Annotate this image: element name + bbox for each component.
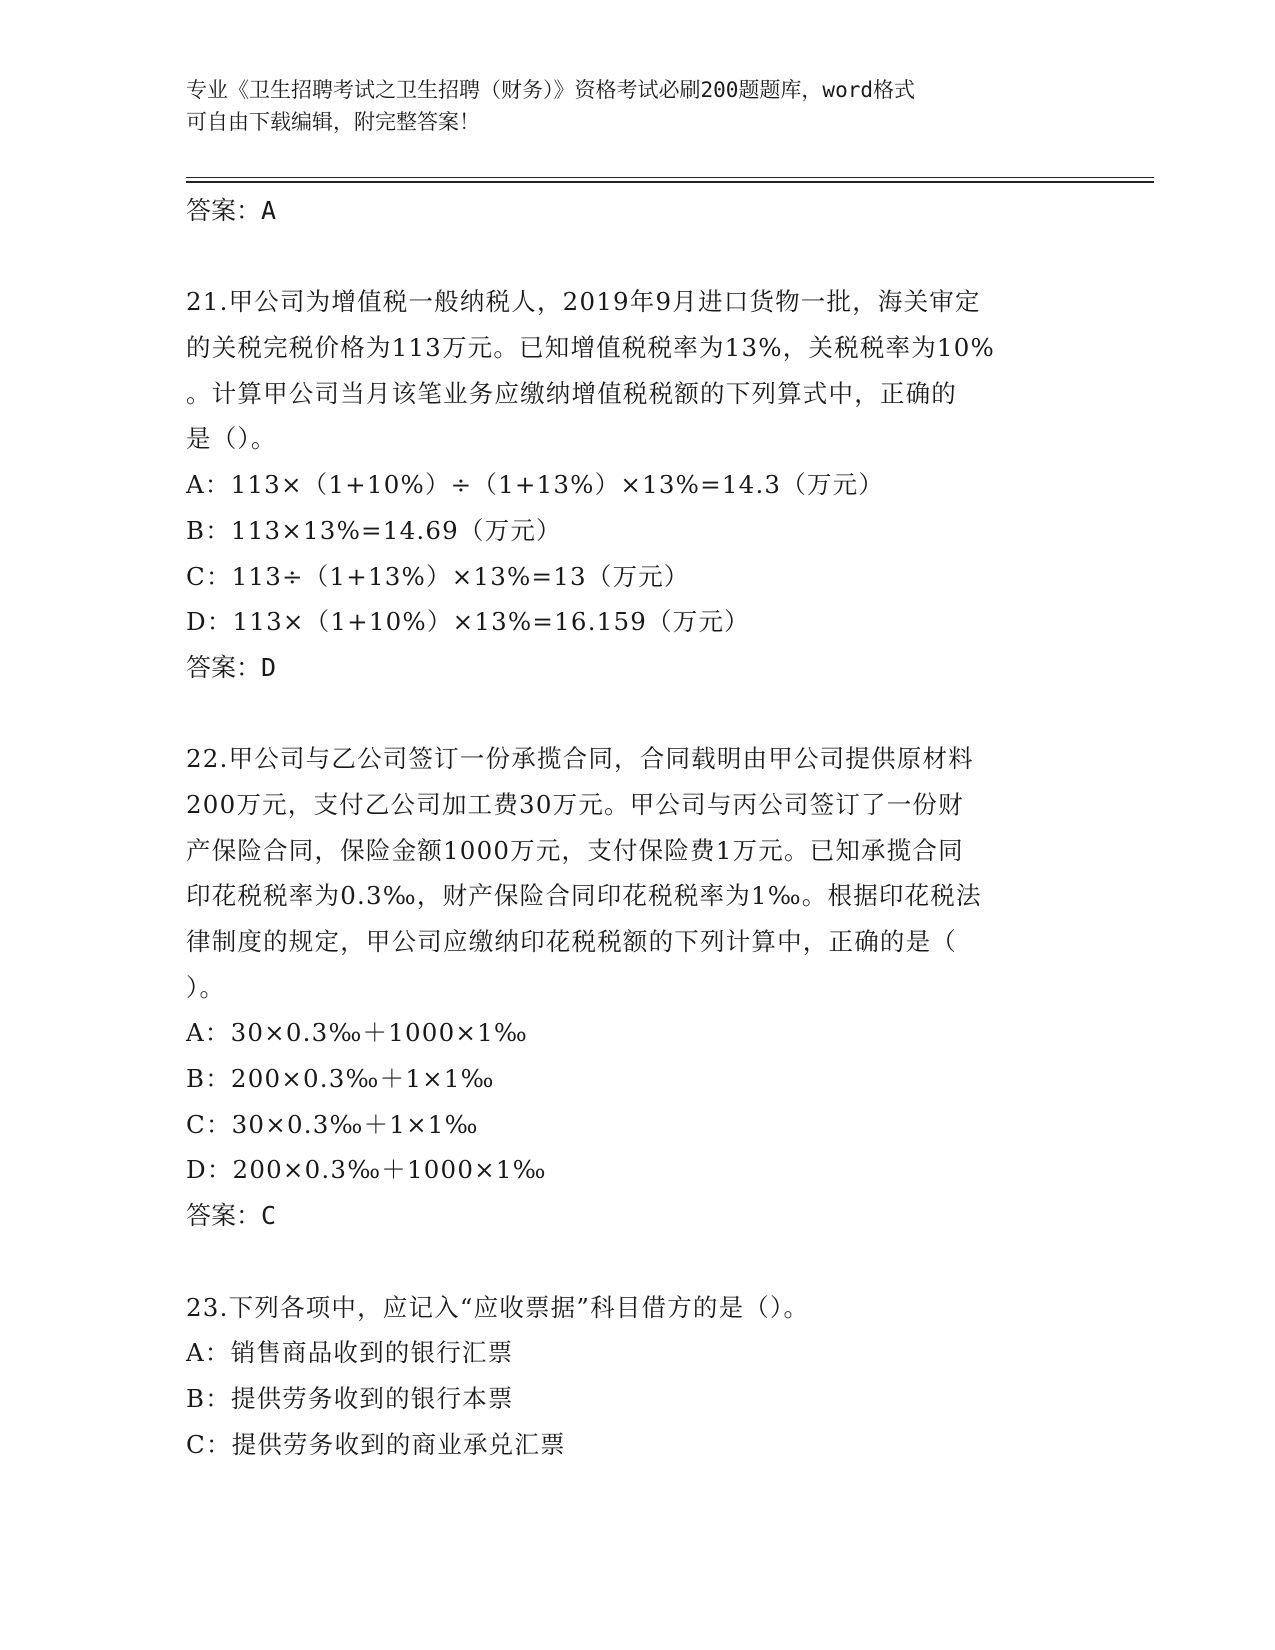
question-stem-line: 200万元，支付乙公司加工费30万元。甲公司与丙公司签订了一份财: [186, 789, 964, 819]
question-22: [186, 736, 1086, 1239]
question-23: [186, 1285, 1086, 1468]
question-stem-line: 22.甲公司与乙公司签订一份承揽合同，合同载明由甲公司提供原材料: [186, 744, 974, 774]
option-d: D：200×0.3‰＋1000×1‰: [186, 1155, 547, 1185]
paragraph-gap: [186, 691, 1086, 737]
question-stem-line: 23.下列各项中，应记入“应收票据”科目借方的是（）。: [186, 1292, 810, 1322]
question-stem-line: 印花税税率为0.3‰，财产保险合同印花税税率为1‰。根据印花税法: [186, 881, 982, 911]
answer-line: 答案：A: [186, 196, 277, 225]
option-b: B：200×0.3‰＋1×1‰: [186, 1064, 495, 1094]
option-b: B：113×13%=14.69（万元）: [186, 515, 562, 545]
question-stem-line: 律制度的规定，甲公司应缴纳印花税税额的下列计算中，正确的是（: [186, 927, 957, 956]
paragraph-gap: [186, 234, 1086, 280]
question-stem-line: 是（）。: [186, 424, 277, 454]
question-stem-line: 产保险合同，保险金额1000万元，支付保险费1万元。已知承揽合同: [186, 835, 964, 865]
header-divider-thick: [186, 181, 1154, 183]
answer-line: 答案：D: [186, 652, 277, 682]
option-c: C：提供劳务收到的商业承兑汇票: [186, 1429, 566, 1459]
question-stem-line: ）。: [186, 972, 226, 1002]
header-divider-thin: [186, 177, 1154, 178]
option-c: C：113÷（1+13%）×13%=13（万元）: [186, 561, 690, 591]
answer-line: 答案：C: [186, 1201, 277, 1231]
document-header: [186, 74, 1066, 138]
question-stem-line: 21.甲公司为增值税一般纳税人，2019年9月进口货物一批，海关审定: [186, 287, 981, 317]
question-21: [186, 279, 1086, 690]
option-a: A：30×0.3‰＋1000×1‰: [186, 1018, 528, 1048]
option-a: A：113×（1+10%）÷（1+13%）×13%=14.3（万元）: [186, 470, 885, 500]
paragraph-gap: [186, 1239, 1086, 1285]
header-line-2: 可自由下载编辑，附完整答案！: [186, 110, 480, 134]
document-body: [186, 188, 1086, 1467]
option-b: B：提供劳务收到的银行本票: [186, 1383, 514, 1413]
option-c: C：30×0.3‰＋1×1‰: [186, 1109, 479, 1139]
option-a: A：销售商品收到的银行汇票: [186, 1338, 514, 1368]
header-line-1: 专业《卫生招聘考试之卫生招聘（财务）》资格考试必刷200题题库，word格式: [186, 78, 915, 102]
question-stem-line: 。计算甲公司当月该笔业务应缴纳增值税税额的下列算式中，正确的: [186, 378, 957, 408]
question-stem-line: 的关税完税价格为113万元。已知增值税税率为13%，关税税率为10%: [186, 333, 995, 363]
option-d: D：113×（1+10%）×13%=16.159（万元）: [186, 607, 750, 637]
